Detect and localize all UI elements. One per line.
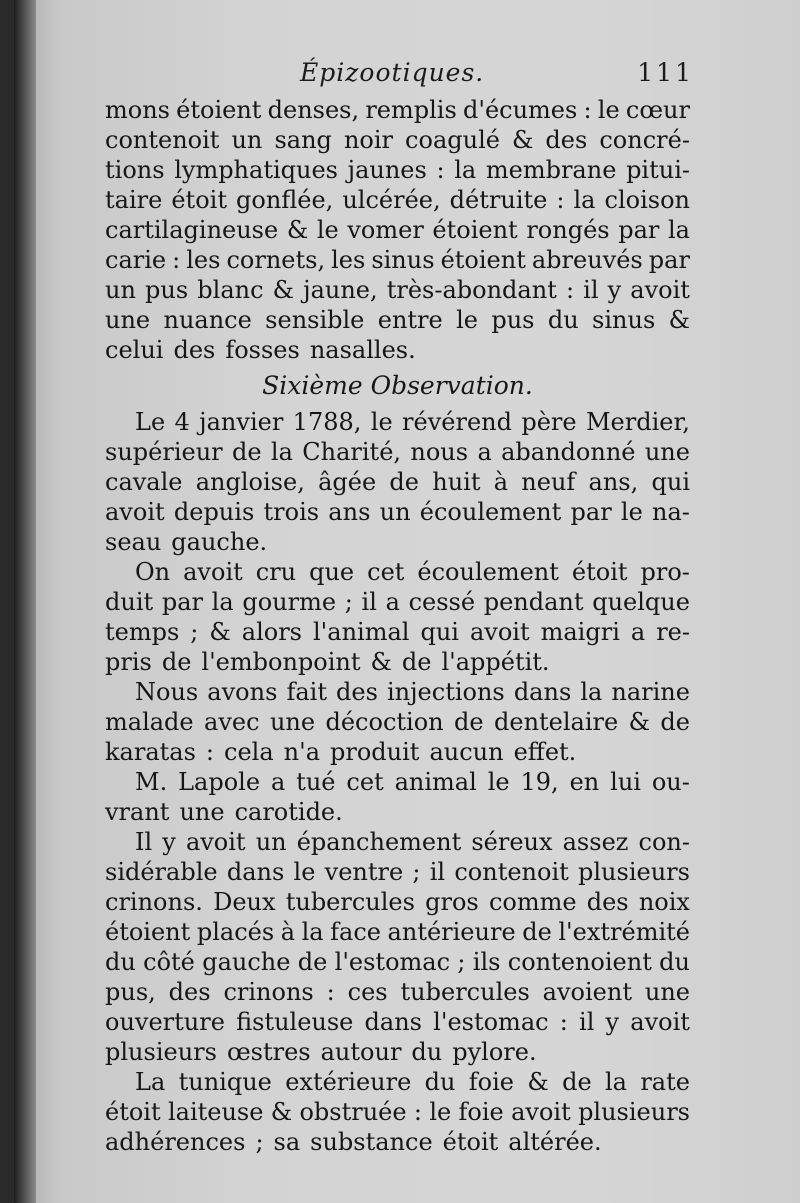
text-line: tions lymphatiques jaunes : la membrane pitui- (105, 156, 690, 184)
section-heading: Sixième Observation. (262, 371, 533, 400)
text-line: pus, des crinons : ces tubercules avoient une (105, 978, 690, 1006)
text-line: cavale angloise, âgée de huit à neuf ans, qui (105, 468, 690, 496)
text-line: mons étoient denses, remplis d'écumes : le cœur (105, 96, 690, 124)
text-line: On avoit cru que cet écoulement étoit pro- (135, 558, 690, 586)
text-line: sidérable dans le ventre ; il contenoit plusieurs (105, 858, 690, 886)
text-line: ouverture fistuleuse dans l'estomac : il y avoit (105, 1008, 690, 1036)
text-line: Nous avons fait des injections dans la narine (135, 678, 690, 706)
text-line: Le 4 janvier 1788, le révérend père Merdier, (135, 408, 690, 436)
paragraph (105, 557, 690, 677)
text-line: taire étoit gonflée, ulcérée, détruite : la cloison (105, 186, 690, 214)
text-line: crinons. Deux tubercules gros comme des noix (105, 888, 690, 916)
text-line: duit par la gourme ; il a cessé pendant quelque (105, 588, 690, 616)
paragraph (105, 677, 690, 767)
page-header (300, 58, 694, 98)
text-line: pris de l'embonpoint & de l'appétit. (105, 648, 550, 676)
text-line: étoit laiteuse & obstruée : le foie avoit plusieurs (105, 1098, 690, 1126)
text-line: cartilagineuse & le vomer étoient rongés par la (105, 216, 690, 244)
book-spine-shadow (14, 0, 36, 1203)
text-line: La tunique extérieure du foie & de la rate (135, 1068, 690, 1096)
text-line: un pus blanc & jaune, très-abondant : il y avoit (105, 276, 690, 304)
text-line: vrant une carotide. (105, 798, 343, 826)
text-line: plusieurs œstres autour du pylore. (105, 1038, 537, 1066)
text-line: carie : les cornets, les sinus étoient abreuvés par (105, 246, 690, 274)
page-number: 111 (637, 58, 694, 87)
text-line: M. Lapole a tué cet animal le 19, en lui ou- (135, 768, 690, 796)
text-line: karatas : cela n'a produit aucun effet. (105, 738, 577, 766)
text-line: étoient placés à la face antérieure de l'extrémité (105, 918, 690, 946)
paragraph (105, 767, 690, 827)
text-line: seau gauche. (105, 528, 268, 556)
text-line: avoit depuis trois ans un écoulement par le na- (105, 498, 690, 526)
text-line: adhérences ; sa substance étoit altérée. (105, 1128, 602, 1156)
text-line: celui des fosses nasalles. (105, 336, 416, 364)
body-text (105, 95, 690, 1157)
text-line: contenoit un sang noir coagulé & des concré- (105, 126, 690, 154)
text-line: Il y avoit un épanchement séreux assez con- (135, 828, 690, 856)
paragraph (105, 1067, 690, 1157)
text-line: supérieur de la Charité, nous a abandonné une (105, 438, 690, 466)
text-line: une nuance sensible entre le pus du sinus & (105, 306, 690, 334)
running-head: Épizootiques. (300, 58, 485, 87)
continued-paragraph (105, 95, 690, 365)
text-line: malade avec une décoction de dentelaire & de (105, 708, 690, 736)
paragraph (105, 407, 690, 557)
text-line: du côté gauche de l'estomac ; ils contenoient du (105, 948, 690, 976)
text-line: temps ; & alors l'animal qui avoit maigri a re- (105, 618, 690, 646)
observation-paragraphs (105, 407, 690, 1157)
paragraph (105, 827, 690, 1067)
